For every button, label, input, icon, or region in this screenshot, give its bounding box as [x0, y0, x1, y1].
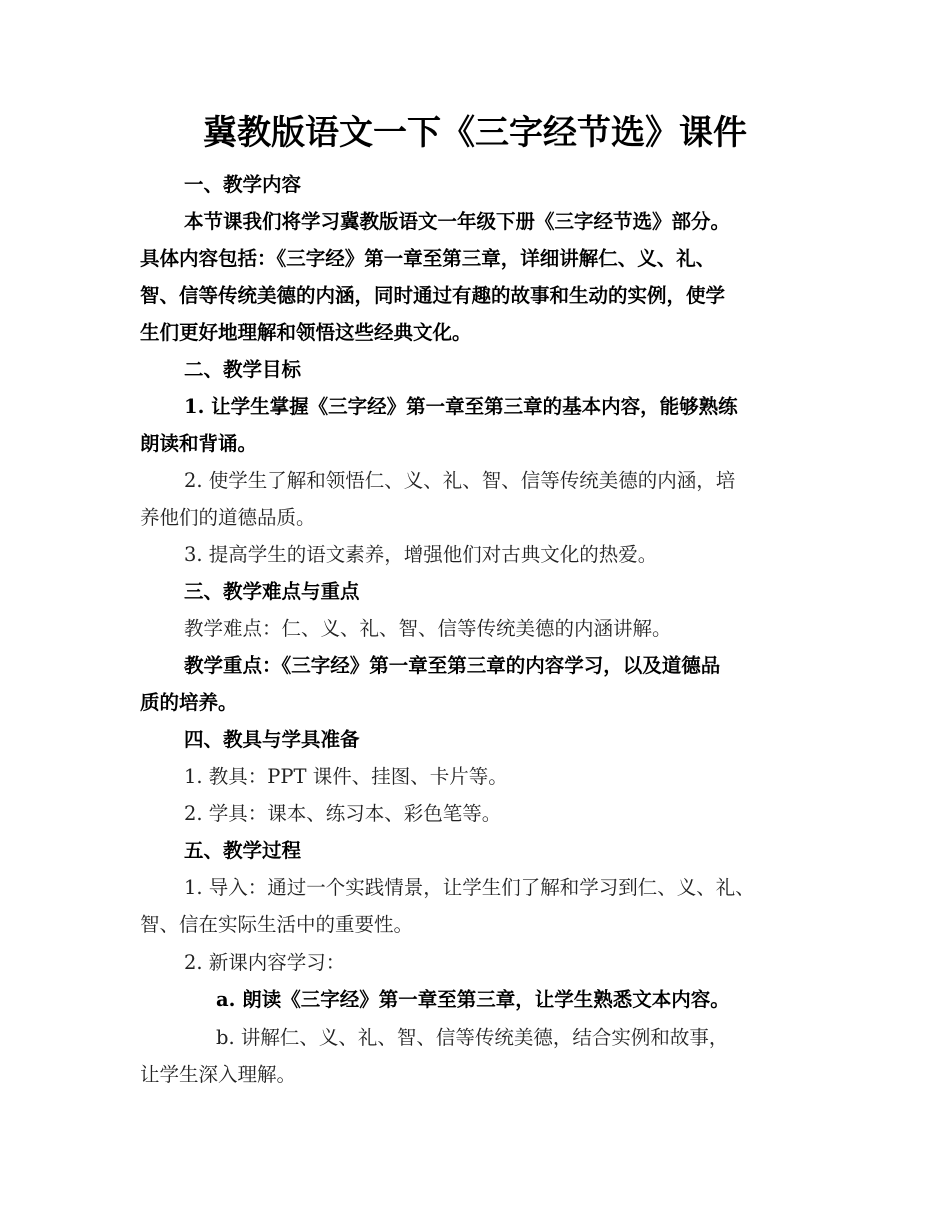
paragraph-line: 质的培养。 — [140, 691, 238, 714]
paragraph-line: 养他们的道德品质。 — [140, 506, 316, 529]
section-heading-tools: 四、教具与学具准备 — [184, 728, 360, 751]
paragraph-line: 1. 教具：PPT 课件、挂图、卡片等。 — [184, 765, 508, 788]
paragraph-line: 2. 学具：课本、练习本、彩色笔等。 — [184, 802, 502, 825]
paragraph-line: 2. 新课内容学习： — [184, 951, 346, 974]
paragraph-line: b. 讲解仁、义、礼、智、信等传统美德，结合实例和故事， — [216, 1026, 729, 1049]
paragraph-line: 让学生深入理解。 — [140, 1063, 297, 1086]
section-heading-process: 五、教学过程 — [184, 839, 302, 862]
paragraph-line: 1. 让学生掌握《三字经》第一章至第三章的基本内容，能够熟练 — [184, 395, 738, 418]
paragraph-line: 本节课我们将学习冀教版语文一年级下册《三字经节选》部分。 — [184, 210, 731, 233]
paragraph-line: 生们更好地理解和领悟这些经典文化。 — [140, 321, 472, 344]
document-title: 冀教版语文一下《三字经节选》课件 — [203, 113, 747, 153]
paragraph-line: 教学难点：仁、义、礼、智、信等传统美德的内涵讲解。 — [184, 617, 672, 640]
paragraph-line: 2. 使学生了解和领悟仁、义、礼、智、信等传统美德的内涵，培 — [184, 469, 736, 492]
section-heading-difficulties: 三、教学难点与重点 — [184, 580, 360, 603]
paragraph-line: 3. 提高学生的语文素养，增强他们对古典文化的热爱。 — [184, 543, 658, 566]
paragraph-line: 智、信在实际生活中的重要性。 — [140, 913, 414, 936]
section-heading-goals: 二、教学目标 — [184, 358, 302, 381]
paragraph-line: 1. 导入：通过一个实践情景，让学生们了解和学习到仁、义、礼、 — [184, 876, 755, 899]
section-heading-content: 一、教学内容 — [184, 173, 302, 196]
paragraph-line: 朗读和背诵。 — [140, 432, 258, 455]
paragraph-line: 教学重点：《三字经》第一章至第三章的内容学习，以及道德品 — [184, 654, 721, 677]
paragraph-line: 智、信等传统美德的内涵，同时通过有趣的故事和生动的实例，使学 — [140, 284, 726, 307]
paragraph-line: a. 朗读《三字经》第一章至第三章，让学生熟悉文本内容。 — [216, 988, 730, 1011]
paragraph-line: 具体内容包括：《三字经》第一章至第三章，详细讲解仁、义、礼、 — [140, 247, 716, 270]
